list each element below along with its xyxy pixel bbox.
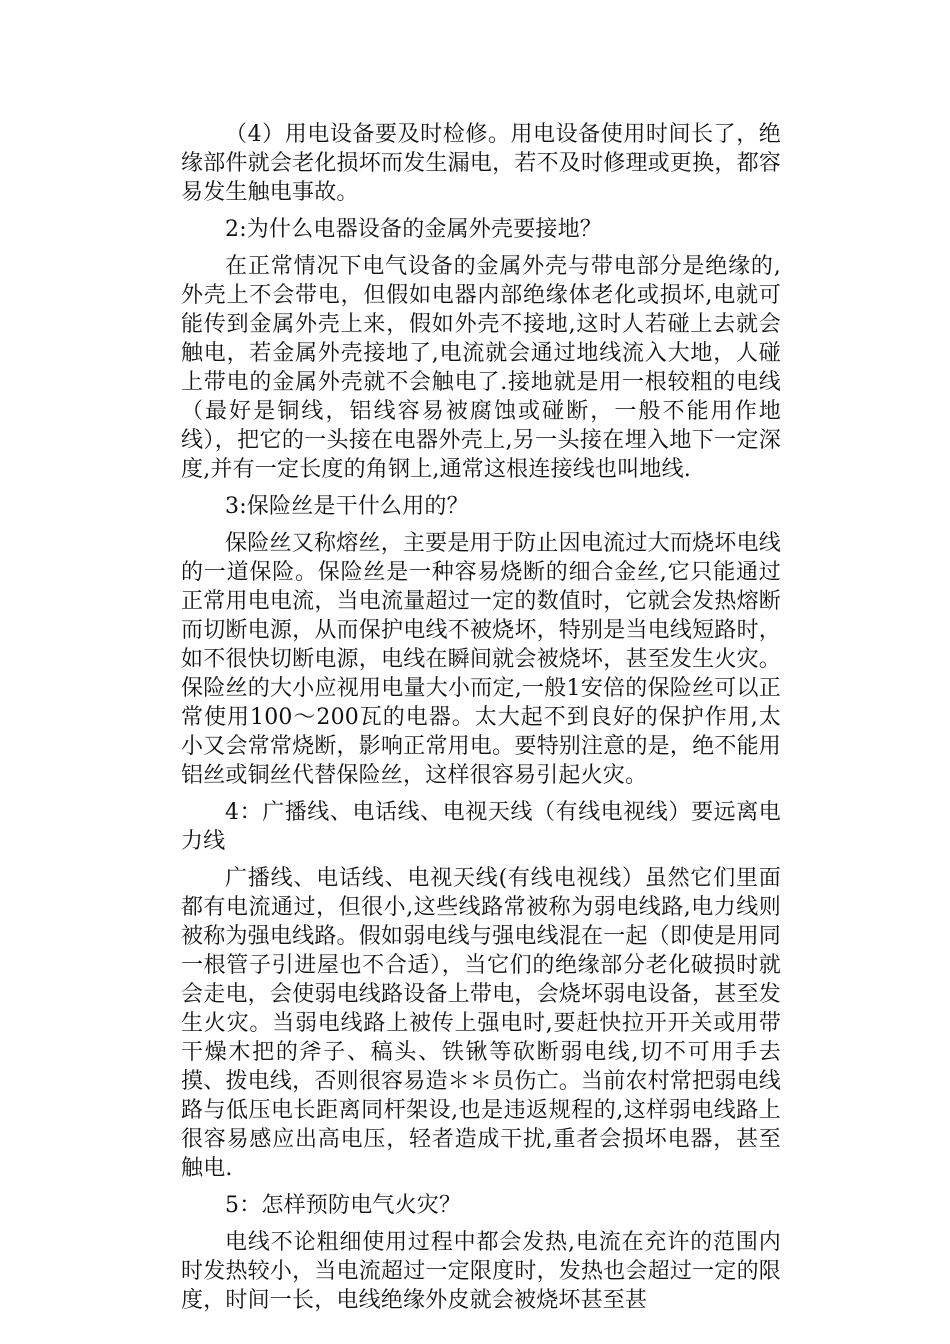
paragraph-fire-prevention: 电线不论粗细使用过程中都会发热,电流在充许的范围内时发热较小，当电流超过一定限度时，发热也会超过一定的限度，时间一长，电线绝缘外皮就会被烧坏甚至甚 [181,1230,781,1313]
heading-fuse-purpose: 3:保险丝是干什么用的？ [225,494,469,519]
paragraph-fuse-explanation: 保险丝又称熔丝，主要是用于防止因电流过大而烧坏电线的一道保险。保险丝是一种容易烧断的细合金丝,它只能通过正常用电电流，当电流量超过一定的数值时，它就会发热熔断而切断电源，从而保护电线不被烧坏，特别是当电线短路时，如不很快切断电源，电线在瞬间就会被烧坏，甚至发生火灾。保险丝的大小应视用电量大小而定,一般1安倍的保险丝可以正常使用100～200瓦的电器。太大起不到良好的保护作用,太小又会常常烧断，影响正常用电。要特别注意的是，绝不能用铝丝或铜丝代替保险丝，这样很容易引起火灾。 [181,531,781,788]
heading-fire-prevention: 5：怎样预防电气火灾？ [225,1193,462,1218]
document-body [181,120,781,1323]
paragraph-equipment-maintenance: （4）用电设备要及时检修。用电设备使用时间长了，绝缘部件就会老化损坏而发生漏电，若不及时修理或更换，都容易发生触电事故。 [181,122,781,205]
heading-metal-casing-grounding: 2:为什么电器设备的金属外壳要接地？ [225,217,603,242]
paragraph-grounding-explanation: 在正常情况下电气设备的金属外壳与带电部分是绝缘的,外壳上不会带电，但假如电器内部绝缘体老化或损坏,电就可能传到金属外壳上来，假如外壳不接地,这时人若碰上去就会触电，若金属外壳接地了,电流就会通过地线流入大地，人碰上带电的金属外壳就不会触电了.接地就是用一根较粗的电线（最好是铜线，铝线容易被腐蚀或碰断，一般不能用作地线），把它的一头接在电器外壳上,另一头接在埋入地下一定深度,并有一定长度的角钢上,通常这根连接线也叫地线. [181,254,781,482]
paragraph-weak-current-explanation: 广播线、电话线、电视天线(有线电视线）虽然它们里面都有电流通过，但很小,这些线路常被称为弱电线路,电力线则被称为强电线路。假如弱电线与强电线混在一起（即使是用同一根管子引进屋也不合适），当它们的绝缘部分老化破损时就会走电，会使弱电线路设备上带电，会烧坏弱电设备，甚至发生火灾。当弱电线路上被传上强电时,要赶快拉开开关或用带干燥木把的斧子、稿头、铁锹等砍断弱电线,切不可用手去摸、拨电线，否则很容易造＊＊员伤亡。当前农村常把弱电线路与低压电长距离同杆架设,也是违返规程的,这样弱电线路上很容易感应出高电压，轻者造成干扰,重者会损坏电器，甚至触电. [181,866,781,1181]
heading-weak-current-lines: 4：广播线、电话线、电视天线（有线电视线）要远离电力线 [181,800,781,854]
